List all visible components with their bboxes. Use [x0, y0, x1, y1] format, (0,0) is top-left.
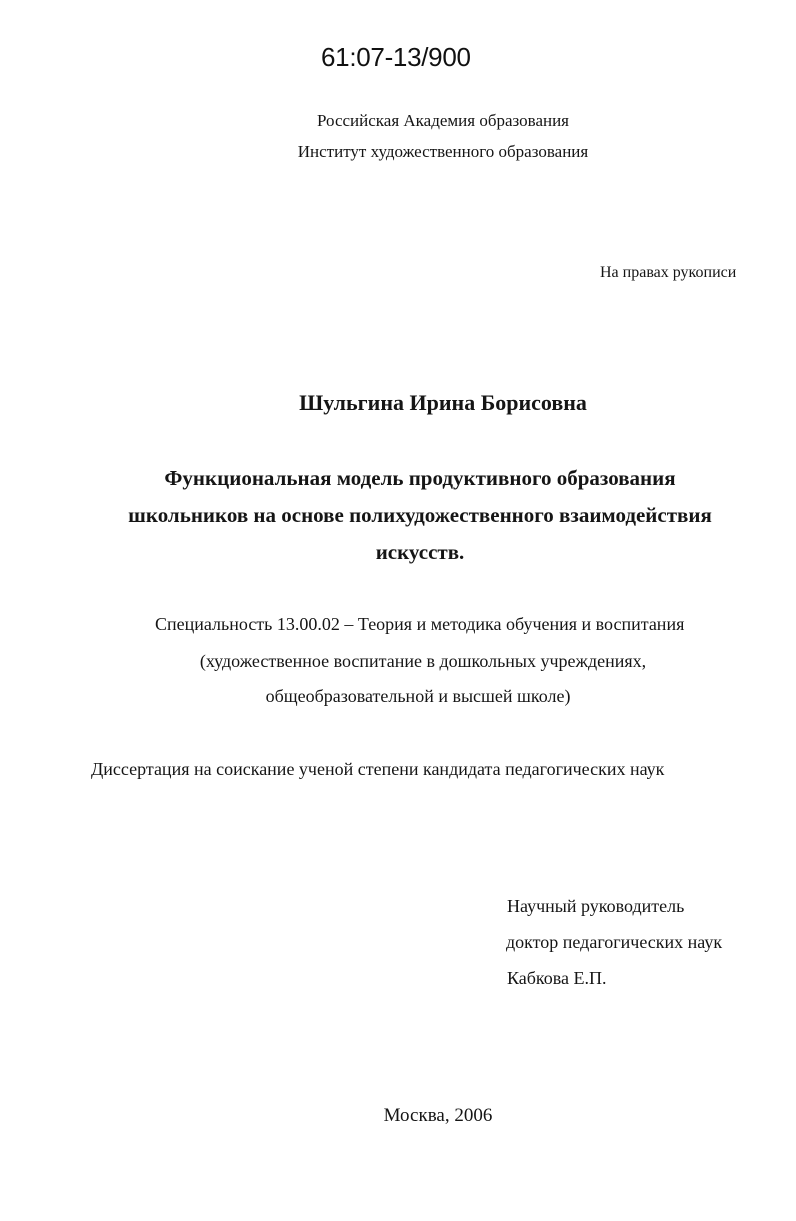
specialty-line-3: общеобразовательной и высшей школе)	[265, 686, 571, 706]
advisor-role: Научный руководитель	[507, 896, 685, 916]
specialty-line-2: (художественное воспитание в дошкольных учреждениях,	[199, 651, 647, 671]
institute-name: Институт художественного образования	[297, 142, 589, 161]
title-line-3: искусств.	[375, 540, 465, 564]
author-name: Шульгина Ирина Борисовна	[299, 390, 587, 415]
scientific-advisor-block	[507, 888, 722, 996]
archive-code: 61:07-13/900	[321, 42, 471, 72]
title-line-2: школьников на основе полихудожественного взаимодействия	[128, 503, 712, 527]
advisor-name: Кабкова Е.П.	[507, 968, 607, 988]
dissertation-title	[95, 460, 745, 571]
manuscript-rights-note: На правах рукописи	[600, 264, 737, 281]
specialty-line-1: Специальность 13.00.02 – Теория и методика обучения и воспитания	[155, 614, 685, 634]
advisor-degree: доктор педагогических наук	[506, 932, 723, 952]
organization-name: Российская Академия образования	[316, 111, 570, 130]
dissertation-degree-note: Диссертация на соискание ученой степени кандидата педагогических наук	[91, 759, 665, 779]
place-and-year: Москва, 2006	[383, 1105, 493, 1126]
title-line-1: Функциональная модель продуктивного образования	[164, 466, 676, 490]
